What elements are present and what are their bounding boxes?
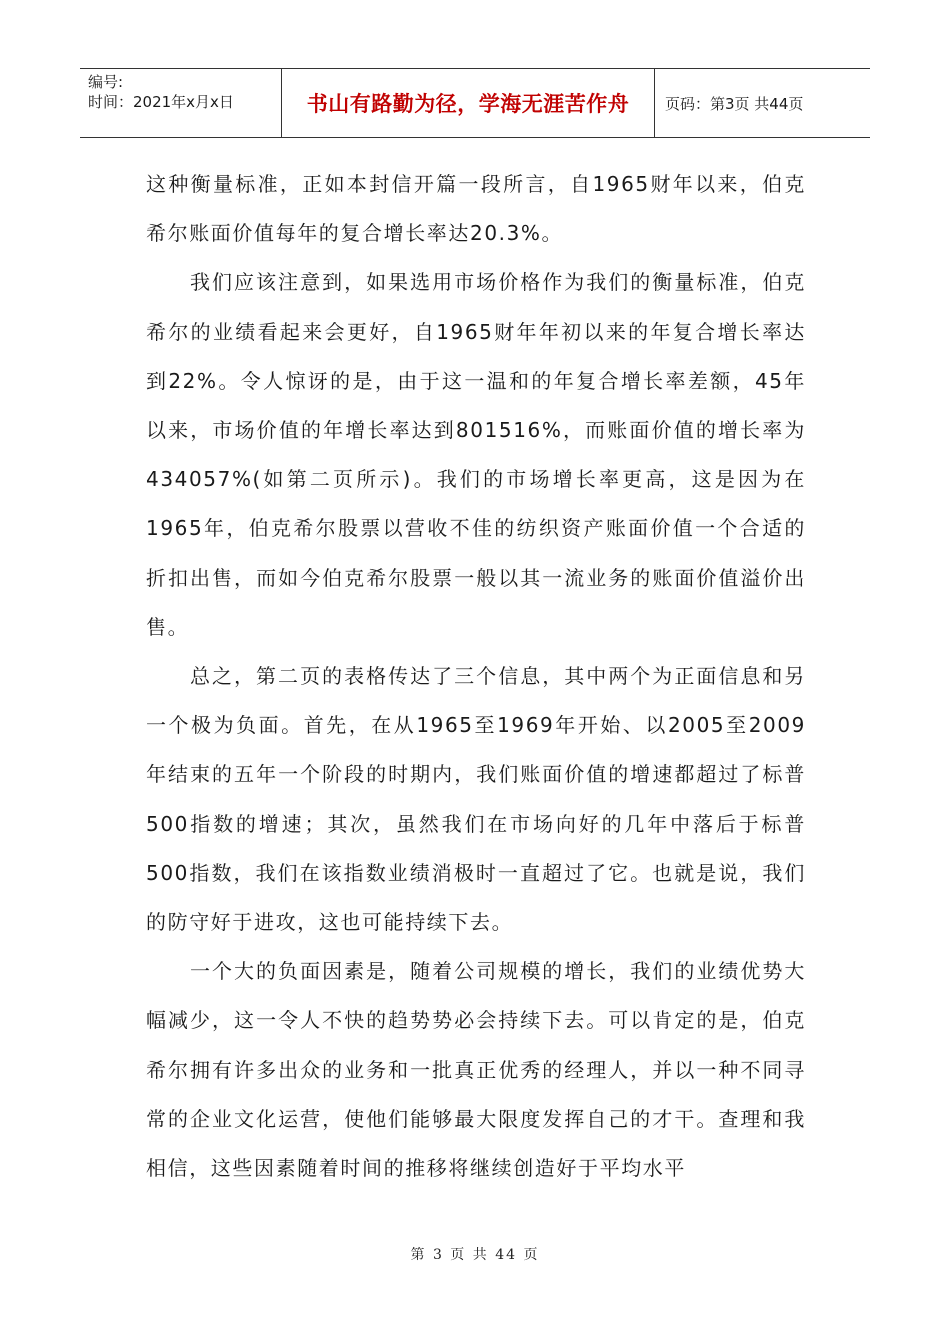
paragraph: 一个大的负面因素是，随着公司规模的增长，我们的业绩优势大幅减少，这一令人不快的趋势势必会持续下去。可以肯定的是，伯克希尔拥有许多出众的业务和一批真正优秀的经理人，并以一种不同寻常的企业文化运营，使他们能够最大限度发挥自己的才干。查理和我相信，这些因素随着时间的推移将继续创造好于平均水平: [146, 959, 806, 1181]
document-date-label: 时间：2021年x月x日: [88, 93, 234, 111]
paragraph: 总之，第二页的表格传达了三个信息，其中两个为正面信息和另一个极为负面。首先，在从1965至1969年开始、以2005至2009年结束的五年一个阶段的时期内，我们账面价值的增速都超过了标普500指数的增速；其次，虽然我们在市场向好的几年中落后于标普500指数，我们在该指数业绩消极时一直超过了它。也就是说，我们的防守好于进攻，这也可能持续下去。: [146, 664, 806, 935]
document-number-label: 编号:: [88, 73, 124, 91]
header-motto: 书山有路勤为径，学海无涯苦作舟: [282, 69, 655, 137]
paragraph: 这种衡量标准，正如本封信开篇一段所言，自1965财年以来，伯克希尔账面价值每年的复合增长率达20.3%。: [146, 172, 806, 246]
page-header: [80, 68, 870, 138]
header-page-label: 页码：第3页 共44页: [665, 94, 804, 113]
header-meta: [80, 69, 282, 137]
page-footer: 第 3 页 共 44 页: [410, 1247, 540, 1263]
document-body: [146, 160, 806, 1193]
paragraph: 我们应该注意到，如果选用市场价格作为我们的衡量标准，伯克希尔的业绩看起来会更好，自1965财年年初以来的年复合增长率达到22%。令人惊讶的是，由于这一温和的年复合增长率差额，45年以来，市场价值的年增长率达到801516%，而账面价值的增长率为434057%(如第二页所示)。我们的市场增长率更高，这是因为在1965年，伯克希尔股票以营收不佳的纺织资产账面价值一个合适的折扣出售，而如今伯克希尔股票一般以其一流业务的账面价值溢价出售。: [146, 270, 806, 639]
